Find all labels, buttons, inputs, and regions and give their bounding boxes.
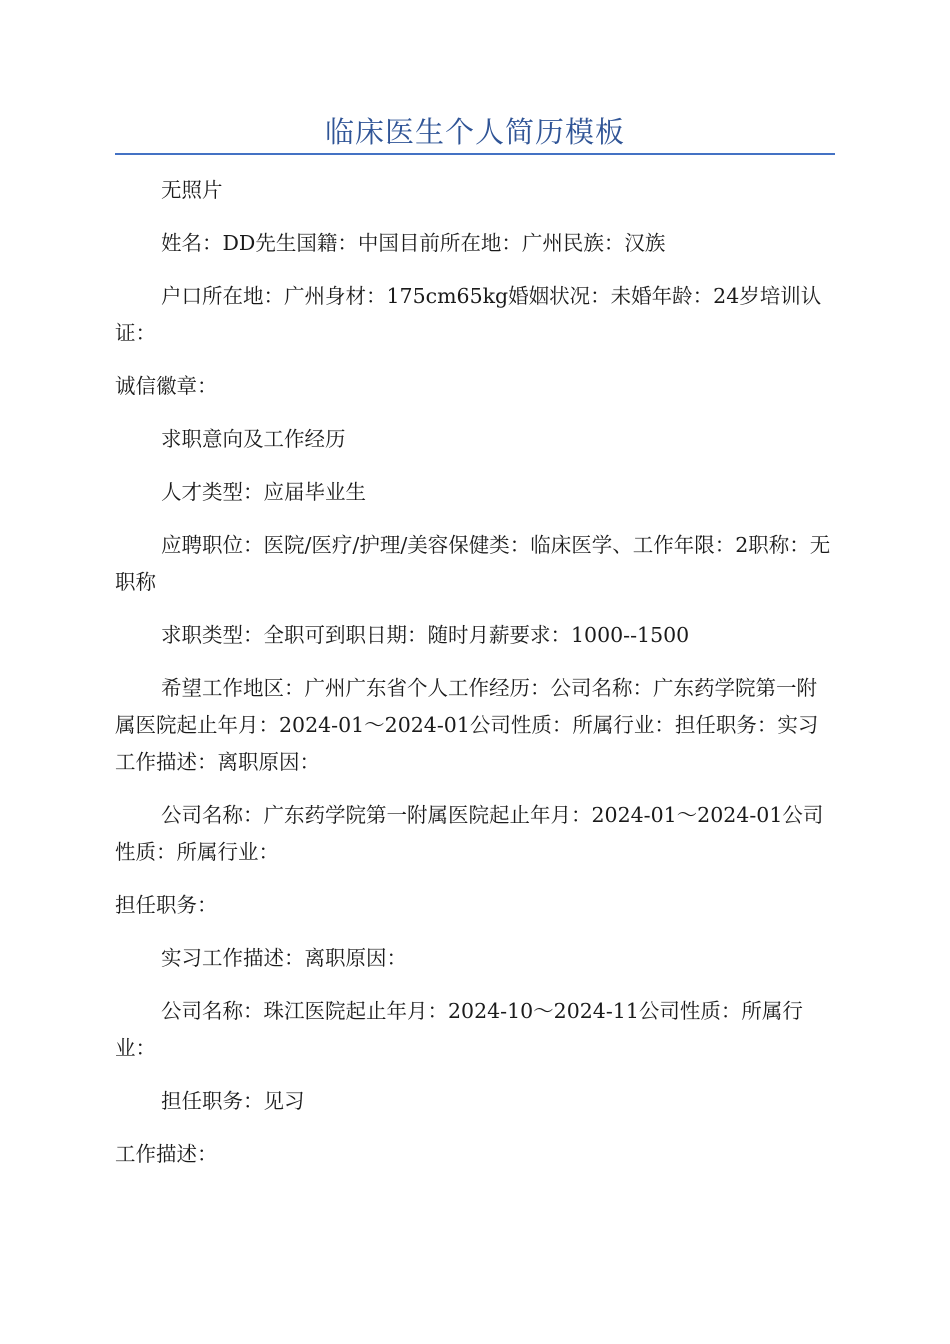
section-heading-job-intention: 求职意向及工作经历 bbox=[161, 427, 346, 451]
paragraph-position: 应聘职位：医院/医疗/护理/美容保健类：临床医学、工作年限：2职称：无职称 bbox=[115, 533, 831, 594]
paragraph-residence-info: 户口所在地：广州身材：175cm65kg婚姻状况：未婚年龄：24岁培训认证： bbox=[115, 284, 822, 345]
paragraph-photo: 无照片 bbox=[161, 178, 223, 202]
paragraph-role-1: 担任职务： bbox=[115, 893, 218, 917]
paragraph-role-2: 担任职务：见习 bbox=[161, 1089, 305, 1113]
paragraph-description-1: 实习工作描述：离职原因： bbox=[161, 946, 407, 970]
document-title: 临床医生个人简历模板 bbox=[324, 115, 625, 149]
paragraph-company-2: 公司名称：珠江医院起止年月：2024-10～2024-11公司性质：所属行业： bbox=[115, 999, 803, 1060]
paragraph-job-type: 求职类型：全职可到职日期：随时月薪要求：1000--1500 bbox=[161, 623, 690, 647]
paragraph-basic-info: 姓名：DD先生国籍：中国目前所在地：广州民族：汉族 bbox=[161, 231, 666, 255]
paragraph-work-region: 希望工作地区：广州广东省个人工作经历：公司名称：广东药学院第一附属医院起止年月：2024-01～2024-01公司性质：所属行业：担任职务：实习工作描述：离职原因： bbox=[115, 676, 819, 774]
document-body bbox=[115, 172, 835, 1189]
paragraph-talent-type: 人才类型：应届毕业生 bbox=[161, 480, 366, 504]
title-underline bbox=[115, 153, 835, 155]
paragraph-company-1: 公司名称：广东药学院第一附属医院起止年月：2024-01～2024-01公司性质：所属行业： bbox=[115, 803, 824, 864]
paragraph-integrity-badge: 诚信徽章： bbox=[115, 374, 218, 398]
paragraph-description-2: 工作描述： bbox=[115, 1142, 218, 1166]
